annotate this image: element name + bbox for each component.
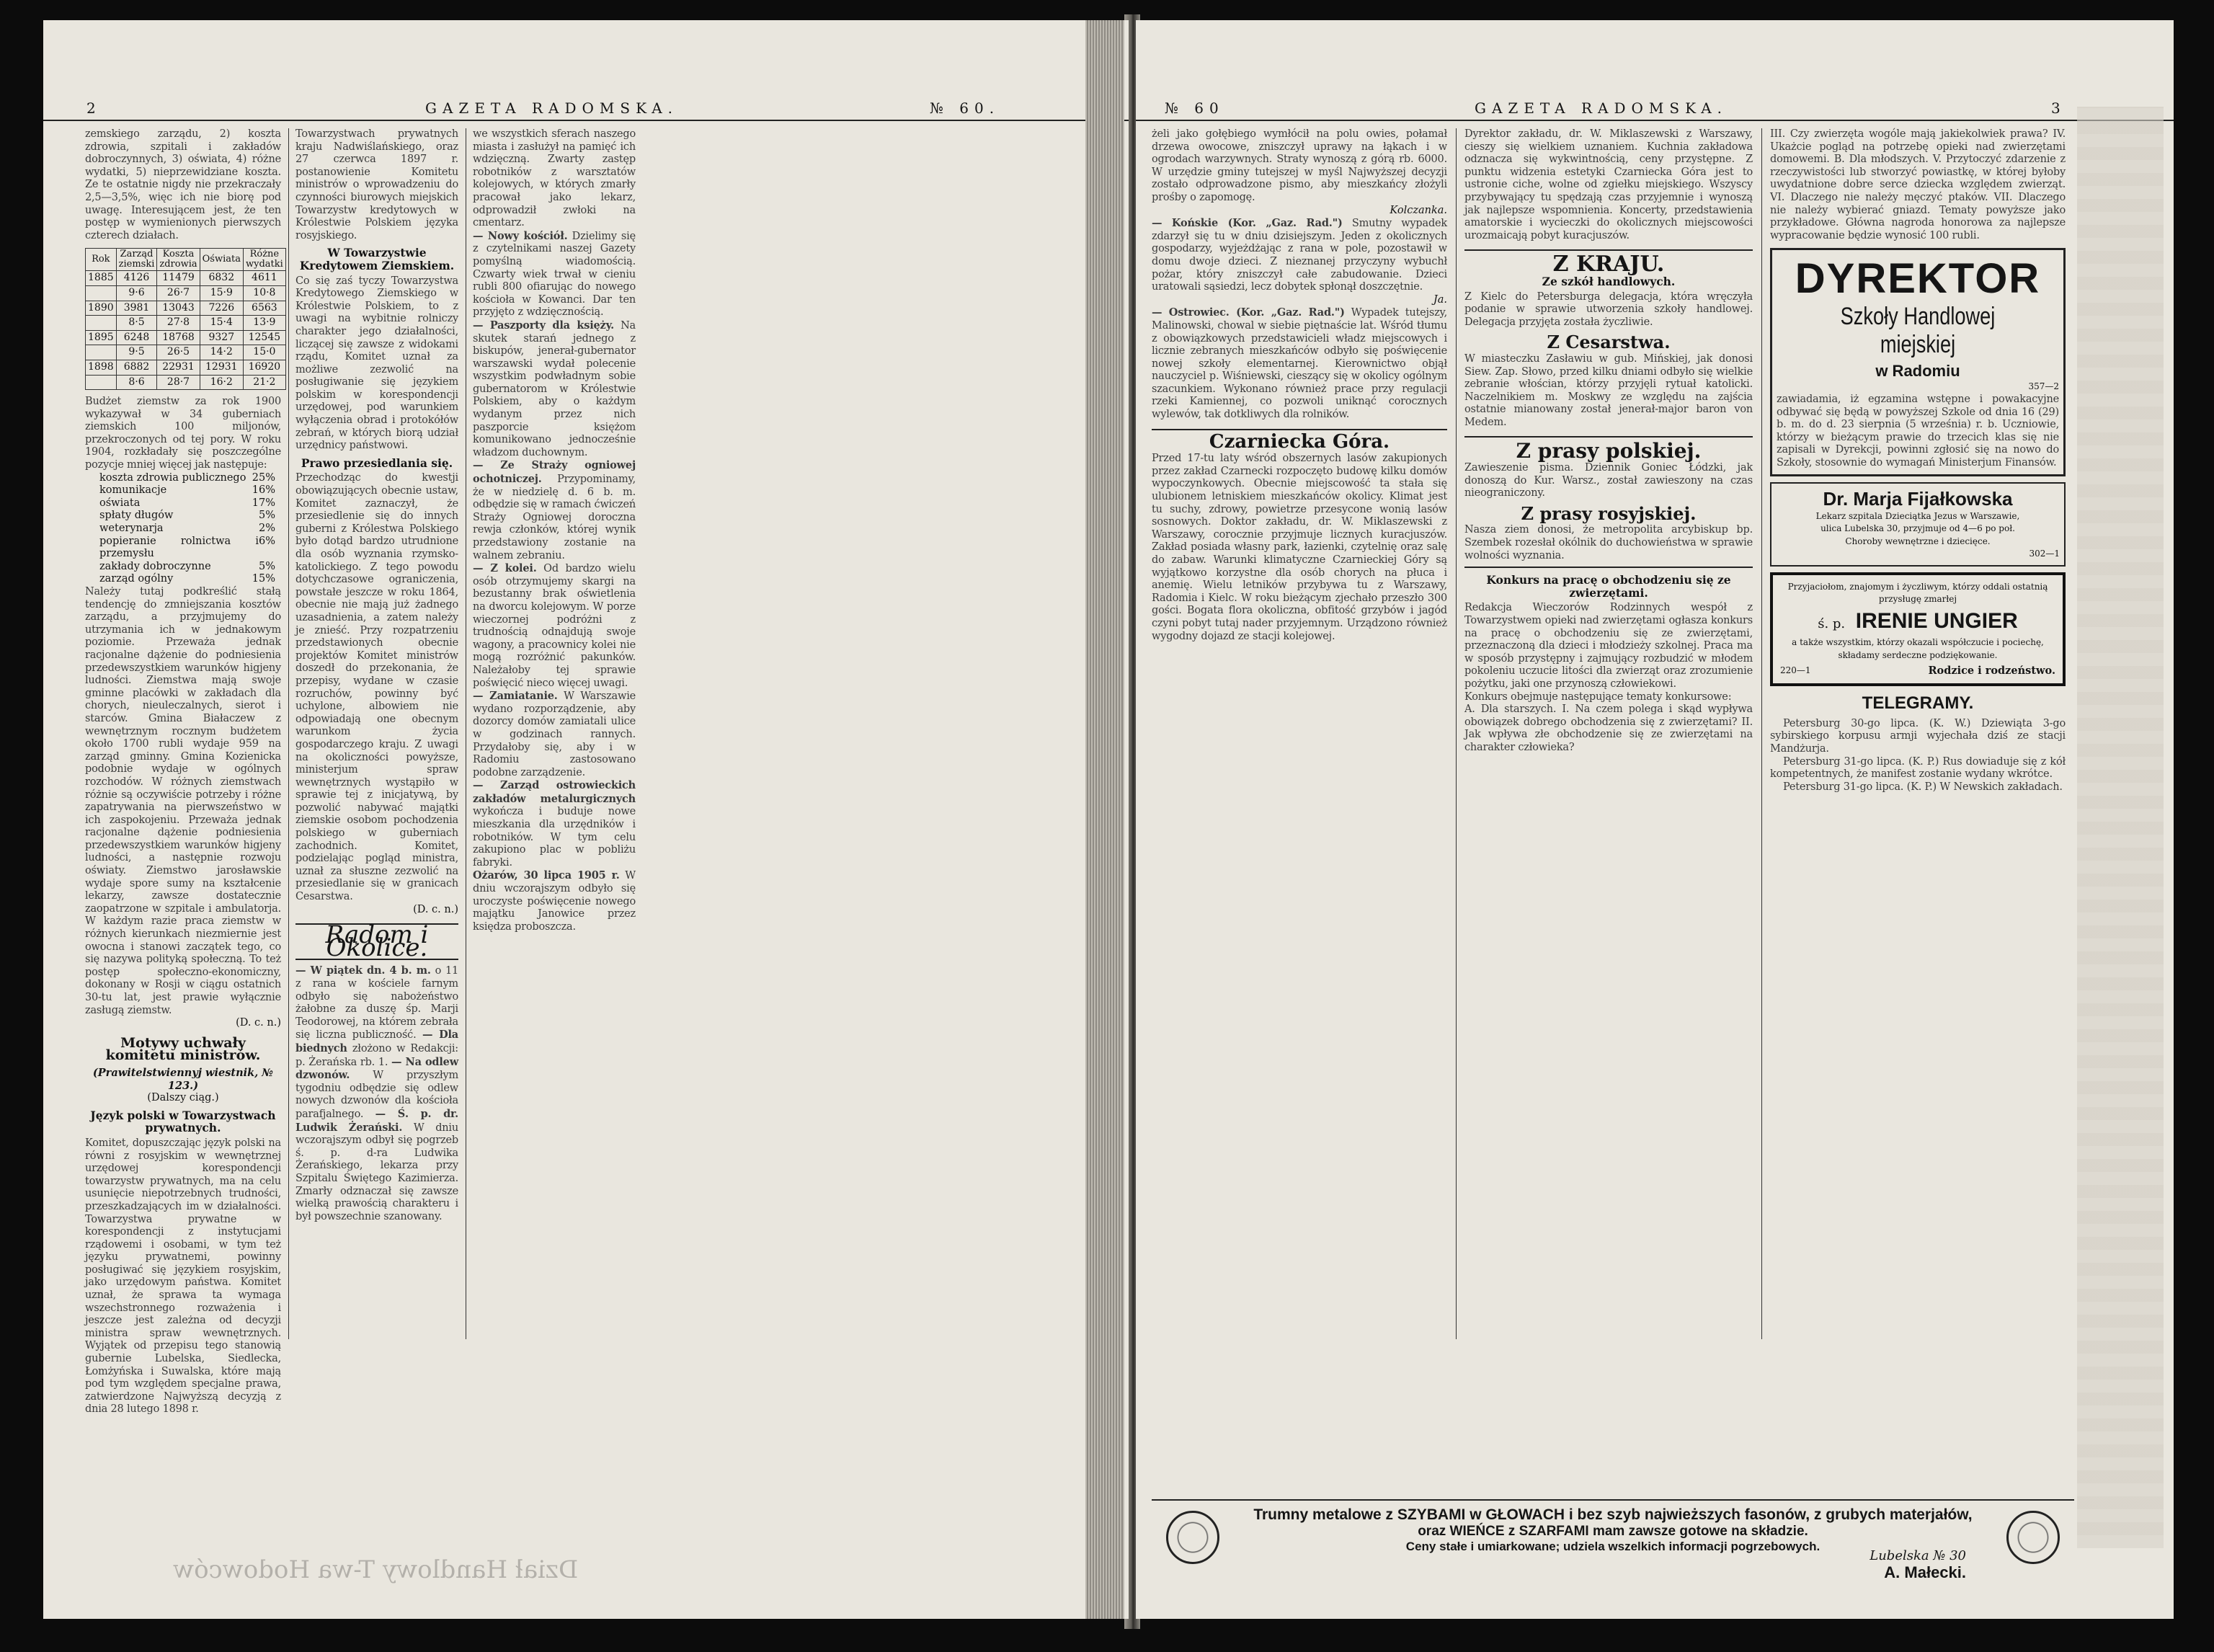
table-cell bbox=[86, 375, 117, 390]
ad-text: zawiadamia, iż egzamina wstępne i powakacyjne odbywać się będą w powyższej Szkole od dnia 16 (29) b. m. do d. 23 sierpnia (5 września) r. b. Uczniowie, którzy w bieżącym prawie do trzecich klas się nie zapisali w Dyrekcji, powinni zgłosić się na nowo do Szkoły, stosownie do wymagań Ministerjum Finansów. bbox=[1777, 393, 2059, 468]
news-item: — Zarząd ostrowieckich zakładów metalurgicznych wykończa i buduje nowe mieszkania dla urzędników i robotników. W tym celu zakupiono plac w pobliżu fabryki. bbox=[473, 779, 636, 869]
article-text: Nasza ziem donosi, że metropolita arcybiskup bp. Szembek rozesłał okólnik do duchowieństwa w sprawie wolności wyznania. bbox=[1464, 524, 1753, 561]
table-cell: 21·2 bbox=[243, 375, 285, 390]
list-item-value: 16% bbox=[252, 484, 275, 497]
article-text: III. Czy zwierzęta wogóle mają jakiekolwiek prawa? IV. Ukażcie pogląd na potrzebę opieki nad zwierzętami domowemi. B. Dla młodszych. V. Przytoczyć zdarzenie z rzeczywistości lub stworzyć powiastkę, w której byłoby uwydatnione dobre serce dziecka względem zwierząt. VI. Dlaczego nie należy męczyć ptaków. VII. Dlaczego nie należy wybierać gniazd. Tematy powyższe jako przykładowe. Główna nagroda honorowa za najlepsze wypracowanie będzie wynosić 100 rubli. bbox=[1770, 128, 2066, 241]
list-item bbox=[85, 472, 281, 485]
news-item: — Zamiatanie. W Warszawie wydano rozporządzenie, aby dozorcy domów zamiatali ulice w godzinach rannych. Przydałoby się, aby i w Radomiu zastosowano podobne zarządzenie. bbox=[473, 690, 636, 778]
masthead: GAZETA RADOMSKA. bbox=[425, 99, 679, 117]
subheading: Konkurs na pracę o obchodzeniu się ze zwierzętami. bbox=[1464, 567, 1753, 599]
table-header: Oświata bbox=[200, 249, 243, 271]
section-heading: Radom i Okolice. bbox=[295, 923, 458, 960]
page-number: 3 bbox=[2051, 99, 2066, 117]
obituary-intro: Przyjaciołom, znajomym i życzliwym, którzy oddali ostatnią przysługę zmarłej bbox=[1787, 581, 2048, 605]
list-item bbox=[85, 510, 281, 523]
list-item-value: 5% bbox=[258, 560, 275, 572]
page-number: 2 bbox=[86, 99, 102, 117]
list-item-label: zakłady dobroczynne bbox=[99, 560, 211, 572]
table-cell: 9327 bbox=[200, 330, 243, 345]
table-cell: 12545 bbox=[243, 330, 285, 345]
table-cell: 9·6 bbox=[116, 285, 157, 301]
article-text: Budżet ziemstw za rok 1900 wykazywał w 34 guberniach ziemskich 100 miljonów, przekroczonych od tej pory. W roku 1904, rozkładały się poszczególne pozycje mniej więcej jak następuje: bbox=[85, 396, 281, 471]
table-row bbox=[86, 285, 286, 301]
table-cell: 8·5 bbox=[116, 316, 157, 331]
doctor-line: Lekarz szpitala Dzieciątka Jezus w Warszawie, bbox=[1815, 510, 2020, 521]
right-column-1 bbox=[1152, 128, 1447, 1339]
table-cell: 6882 bbox=[116, 360, 157, 375]
table-cell: 4126 bbox=[116, 271, 157, 286]
table-header: Koszta zdrowia bbox=[157, 249, 200, 271]
list-item-value: 6% bbox=[258, 535, 275, 547]
obituary-signature: Rodzice i rodzeństwo. bbox=[1928, 665, 2055, 678]
column-rule bbox=[1761, 128, 1762, 1339]
column-rule bbox=[288, 128, 289, 1339]
table-cell: 1890 bbox=[86, 301, 117, 316]
table-cell: 16·2 bbox=[200, 375, 243, 390]
list-item-value: 17% bbox=[252, 497, 275, 509]
news-item: — Nowy kościół. Dzielimy się z czytelnikami naszej Gazety pomyślną wiadomością. Czwarty wiek trwał w cieniu rubli 800 ofiarując do nowego kościoła w Kowanci. Dar ten przyjęto z wdzięcznością. bbox=[473, 229, 636, 319]
table-row bbox=[86, 301, 286, 316]
list-item bbox=[85, 497, 281, 510]
percent-list bbox=[85, 472, 281, 586]
table-cell bbox=[86, 316, 117, 331]
table-header: Rok bbox=[86, 249, 117, 271]
list-item-value: 2% bbox=[258, 523, 275, 535]
table-cell: 28·7 bbox=[157, 375, 200, 390]
table-cell: 22931 bbox=[157, 360, 200, 375]
left-page bbox=[43, 20, 1129, 1619]
list-item-label: zarząd ogólny bbox=[99, 573, 174, 585]
list-item bbox=[85, 561, 281, 574]
article-text: we wszystkich sferach naszego miasta i zasłużył na pamięć ich wdzięczną. Zwarty zastęp robotników z warsztatów kolejowych, w których zmarły pracował jako lekarz, odprowadził zwłoki na cmentarz. bbox=[473, 128, 636, 229]
table-cell: 9·5 bbox=[116, 345, 157, 360]
ad-signature: A. Małecki. bbox=[1884, 1563, 1966, 1581]
issue-number: № 60. bbox=[930, 99, 1000, 117]
telegram-list bbox=[1770, 718, 2066, 794]
table-cell bbox=[86, 285, 117, 301]
table-cell: 13·9 bbox=[243, 316, 285, 331]
right-running-head bbox=[1136, 95, 2174, 121]
list-item-label: spłaty długów bbox=[99, 510, 174, 522]
obituary-thanks: a także wszystkim, którzy okazali współczucie i pociechę, składamy serdeczne podziękowanie. bbox=[1792, 637, 2044, 660]
table-row bbox=[86, 271, 286, 286]
seal-icon bbox=[1166, 1511, 1219, 1564]
table-cell: 15·0 bbox=[243, 345, 285, 360]
list-item bbox=[85, 536, 281, 561]
obituary-notice bbox=[1770, 572, 2066, 686]
news-item: Ożarów, 30 lipca 1905 r. W dniu wczorajszym odbyło się uroczyste poświęcenie nowego majątku Janowice przez księdza proboszcza. bbox=[473, 869, 636, 933]
right-column-2 bbox=[1464, 128, 1753, 1339]
list-item bbox=[85, 484, 281, 497]
page-stack-edge bbox=[1085, 20, 1124, 1619]
article-text: żeli jako gołębiego wymłócił na polu owies, połamał drzewa owocowe, zniszczył uprawy na łąkach i w ogrodach warzywnych. Straty wynoszą z górą rb. 6000. W urzędzie gminy tutejszej w myśl Najwyższej decyzji zostało odprowadzone pismo, aby mieszkańcy złożyli prośby o zapomogę. bbox=[1152, 128, 1447, 203]
ad-code: 357—2 bbox=[2028, 381, 2059, 392]
list-item-value: 5% bbox=[258, 510, 275, 522]
table-header: Zarząd ziemski bbox=[116, 249, 157, 271]
continuation: (Dalszy ciąg.) bbox=[147, 1092, 219, 1104]
right-page bbox=[1136, 20, 2174, 1619]
section-heading: Czarniecka Góra. bbox=[1152, 429, 1447, 449]
table-row bbox=[86, 316, 286, 331]
doctor-name: Dr. Marja Fijałkowska bbox=[1823, 487, 2013, 510]
table-cell: 15·4 bbox=[200, 316, 243, 331]
left-column-1 bbox=[85, 128, 283, 1416]
ad-subtitle: Szkoły Handlowej miejskiej bbox=[1840, 303, 1996, 359]
news-item: — Ze Straży ogniowej ochotniczej. Przypominamy, że w niedzielę d. 6 b. m. odbędzie się w ramach ćwiczeń Straży Ogniowej doroczna rewja członków, której wynik przedstawiony zostanie na walnem zebraniu. bbox=[473, 459, 636, 561]
left-column-3 bbox=[473, 128, 636, 1339]
list-item bbox=[85, 523, 281, 536]
table-cell: 1885 bbox=[86, 271, 117, 286]
article-text: Konkurs obejmuje następujące tematy konkursowe: bbox=[1464, 690, 1732, 703]
ad-place: w Radomiu bbox=[1875, 362, 1960, 381]
bleed-through-text: Dział Handlowy T-wa Hodowców bbox=[173, 1555, 579, 1584]
ad-line: oraz WIEŃCE z SZARFAMI mam zawsze gotowe na składzie. bbox=[1418, 1524, 1808, 1539]
table-cell: 6248 bbox=[116, 330, 157, 345]
signature: (D. c. n.) bbox=[236, 1017, 281, 1029]
telegram-item: Petersburg 31-go lipca. (K. P.) W Newskich zakładach. bbox=[1783, 781, 2063, 793]
table-row bbox=[86, 330, 286, 345]
table-cell: 15·9 bbox=[200, 285, 243, 301]
signature: Ja. bbox=[1433, 293, 1447, 306]
news-item: — Ostrowiec. (Kor. „Gaz. Rad.") Wypadek tutejszy, Malinowski, chowal w siebie piętnaście lat. Wśród tłumu z obowiązkowych przedstawicieli władz miejscowych i licznie zebranych mieszkańców odbyło się poświęcenie nowej szkoły elementarnej. Kierownictwo objął nauczyciel p. Wiśniewski, cieszący się w okolicy ogólnym szacunkiem. Wykonano również prace przy regulacji rzeki Kamiennej, co pozwoli uniknąć corocznych wylewów, tak dotkliwych dla rolników. bbox=[1152, 306, 1447, 421]
article-text: Przechodząc do kwestji obowiązujących obecnie ustaw, Komitet zaznaczył, że przesiedlenie się do innych guberni z Królestwa Polskiego było dotąd bardzo utrudnione dla osób wyznania rzymsko-katolickiego. Z tego powodu dotychczasowe ograniczenia, powstałe jeszcze w roku 1864, obecnie nie mają już żadnego uzasadnienia, a zatem należy je znieść. Przy rozpatrzeniu przedstawionych obecnie projektów Komitet ministrów doszedł do przekonania, że przepisy, wydane w czasie rozruchów, powinny być uchylone, albowiem nie odpowiadają one obecnym warunkom życia gospodarczego kraju. Z uwagi na okoliczności powyższe, ministerjum spraw wewnętrznych wystąpiło w sprawie tej z inicjatywą, by pozwolić nabywać majątki ziemskie osobom pochodzenia polskiego w guberniach zachodnich. Komitet, podzielając pogląd ministra, uznał za słuszne zezwolić na przesiedlanie się w granicach Cesarstwa. bbox=[295, 472, 458, 903]
table-cell: 6832 bbox=[200, 271, 243, 286]
telegram-item: Petersburg 30-go lipca. (K. W.) Dziewiąta 3-go sybirskiego korpusu armji wyjechała dziś ze stacji Mandżurja. bbox=[1770, 717, 2066, 755]
seal-icon bbox=[2006, 1511, 2060, 1564]
article-text: Towarzystwach prywatnych kraju Nadwiślańskiego, oraz 27 czerwca 1897 r. postanowienie Komitetu ministrów o wprowadzeniu do czynności biurowych miejskich Towarzystw kredytowych w Królestwie Polskiem języka rosyjskiego. bbox=[295, 128, 458, 241]
table-row bbox=[86, 375, 286, 390]
ad-code: 302—1 bbox=[2029, 549, 2060, 559]
funeral-ad bbox=[1152, 1499, 2074, 1593]
ad-title: DYREKTOR bbox=[1795, 255, 2041, 303]
article-text: W miasteczku Zasławiu w gub. Mińskiej, jak donosi Siew. Zap. Słowo, przed kilku dniami odbyło się wielkie zebranie włościan, którzy przyjęli rytuał katolicki. Naczelnikiem m. Moskwy ze względu na zajścia ostatnie mianowany został jenerał-major baron von Medem. bbox=[1464, 352, 1753, 428]
table-cell: 8·6 bbox=[116, 375, 157, 390]
subheading: Prawo przesiedlania się. bbox=[301, 456, 453, 470]
section-heading: Motywy uchwały komitetu ministrów. bbox=[105, 1034, 261, 1064]
left-running-head bbox=[43, 95, 1129, 121]
article-text: Komitet, dopuszczając język polski na równi z rosyjskim w wewnętrznej urzędowej korespondencji towarzystw prywatnych, ma na celu usunięcie niepotrzebnych trudności, przeszkadzających im w działalności. Towarzystwa prywatne w korespondencji z instytucjami rządowemi i osobami, w tym też języku prywatnemi, powinny posługiwać się językiem rosyjskim, jako urzędowym państwa. Komitet uznał, że sprawa ta wymaga wszechstronnego rozważenia i jeszcze jest zależna od decyzji ministra spraw wewnętrznych. Wyjątek od przepisu tego stanowią gubernie Lubelska, Siedlecka, Łomżyńska i Suwalska, które mają pod tym względem specjalne prawa, zatwierdzone Najwyższą decyzją z dnia 28 lutego 1898 r. bbox=[85, 1137, 281, 1416]
table-cell bbox=[86, 345, 117, 360]
column-rule bbox=[1456, 128, 1457, 1339]
expense-table bbox=[85, 248, 286, 390]
news-item: — Paszporty dla księży. Na skutek starań jednego z biskupów, jenerał-gubernator warszawski wydał polecenie wszystkim podwładnym sobie gubernatorom w Królestwie Polskiem, aby o każdym wydanym przez nich paszporcie księżom komunikowano jednocześnie władzom duchownym. bbox=[473, 319, 636, 458]
left-column-2 bbox=[295, 128, 458, 1339]
section-heading: Z prasy rosyjskiej. bbox=[1521, 502, 1697, 524]
masthead: GAZETA RADOMSKA. bbox=[1475, 99, 1728, 117]
article-text: Co się zaś tyczy Towarzystwa Kredytowego Ziemskiego w Królestwie Polskiem, to z uwagi na wybitnie rolniczy charakter jego działalności, liczącej się zawsze z widokami rządu, Komitet uznał za możliwe zezwolić na posługiwanie się językiem polskim w korespondencji urzędowej, pod warunkiem wyłączenia obrad i protokółów zebrań, w których biorą udział urzędnicy państwowi. bbox=[295, 275, 458, 452]
list-item bbox=[85, 573, 281, 586]
list-item-label: oświata bbox=[99, 497, 141, 509]
table-cell: 4611 bbox=[243, 271, 285, 286]
table-header: Różne wydatki bbox=[243, 249, 285, 271]
ad-doctor bbox=[1770, 482, 2066, 567]
subheading: Język polski w Towarzystwach prywatnych. bbox=[90, 1108, 276, 1135]
table-cell: 26·7 bbox=[157, 285, 200, 301]
table-cell: 11479 bbox=[157, 271, 200, 286]
section-heading: Z Cesarstwa. bbox=[1547, 332, 1671, 353]
news-item: — Końskie (Kor. „Gaz. Rad.") Smutny wypadek zdarzył się tu w dniu dzisiejszym. Jeden z okolicznych gospodarzy, wyjeżdżając z rana w pole, pozostawił w domu dwoje dzieci. Z nieznanej przyczyny wybuchł pożar, który zniszczył całe zabudowanie. Dzieci uratowali sąsiedzi, lecz dobytek spłonął doszczętnie. bbox=[1152, 217, 1447, 293]
ad-line: Ceny stałe i umiarkowane; udziela wszelkich informacji pogrzebowych. bbox=[1405, 1540, 1820, 1553]
ad-code: 220—1 bbox=[1780, 665, 1811, 676]
list-item-label: komunikacje bbox=[99, 484, 167, 497]
table-cell: 26·5 bbox=[157, 345, 200, 360]
obituary-prefix: ś. p. bbox=[1818, 616, 1846, 632]
table-cell: 13043 bbox=[157, 301, 200, 316]
doctor-line: ulica Lubelska 30, przyjmuje od 4—6 po poł. bbox=[1820, 523, 2015, 534]
article-text: Dyrektor zakładu, dr. W. Miklaszewski z Warszawy, cieszy się wielkiem uznaniem. Kuchnia zakładowa odznacza się wykwintnością, ceny przystępne. Z punktu widzenia estetyki Czarniecka Góra jest to ustronie ciche, wolne od zgiełku miejskiego. Wszyscy przybywający tu spędzają czas przyjemnie i wynoszą jak najlepsze wspomnienia. Koncerty, przedstawienia amatorskie i wycieczki do okolicznych miejscowości urozmaicają pobyt kuracjuszów. bbox=[1464, 128, 1753, 241]
list-item-label: koszta zdrowia publicznego bbox=[99, 471, 246, 484]
list-item-value: 15% bbox=[252, 573, 275, 585]
subheading: Ze szkół handlowych. bbox=[1542, 274, 1676, 288]
table-cell: 6563 bbox=[243, 301, 285, 316]
ad-dyrektor bbox=[1770, 248, 2066, 476]
table-cell: 12931 bbox=[200, 360, 243, 375]
table-cell: 14·2 bbox=[200, 345, 243, 360]
section-heading: Z KRAJU. bbox=[1464, 249, 1753, 271]
signature: Kolczanka. bbox=[1390, 204, 1447, 216]
section-heading: Z prasy polskiej. bbox=[1464, 436, 1753, 458]
table-cell: 18768 bbox=[157, 330, 200, 345]
page-margin-bleed bbox=[2077, 107, 2164, 1548]
article-text: Przed 17-tu laty wśród obszernych lasów zakupionych przez zakład Czarnecki rozpoczęto budowę kilku domów wypoczynkowych. Obecnie miejscowość ta stała się ulubionem letniskiem mieszkańców okolicy. Klimat jest tu suchy, zdrowy, powietrze przesycone wonią lasów sosnowych. Doktor zakładu, dr. W. Miklaszewski z Warszawy, corocznie przyjmuje licznych kuracjuszów. Zakład posiada własny park, łazienki, czytelnię oraz salę do zabaw. Warunki klimatyczne Czarnieckiej Góry są wyjątkowo korzystne dla osób chorych na płuca i anemię. Wielu letników przybywa tu z Warszawy, Radomia i Kielc. W roku bieżącym zjechało przeszło 300 gości. Bogata flora okoliczna, obfitość grzybów i jagód czyni pobyt tutaj nader przyjemnym. Urządzono również wygodny dojazd ze stacji kolejowej. bbox=[1152, 453, 1447, 642]
table-cell: 1895 bbox=[86, 330, 117, 345]
list-item-value: 25% bbox=[252, 471, 275, 484]
table-cell: 27·8 bbox=[157, 316, 200, 331]
table-cell: 16920 bbox=[243, 360, 285, 375]
section-heading: TELEGRAMY. bbox=[1862, 693, 1974, 713]
table-row bbox=[86, 345, 286, 360]
article-text: Z Kielc do Petersburga delegacja, która wręczyła podanie w sprawie utworzenia szkoły handlowej. Delegacja przyjęta została życzliwie. bbox=[1464, 290, 1753, 328]
article-text: — W piątek dn. 4 b. m. o 11 z rana w kościele farnym odbyło się nabożeństwo żałobne za duszę śp. Marji Teodorowej, na którem zebrała się liczna publiczność. — Dla biednych złożono w Redakcji: p. Żerańska rb. 1. — Na odlew dzwonów. W przyszłym tygodniu odbędzie się odlew nowych dzwonów dla kościoła parafjalnego. — Ś. p. dr. Ludwik Żerański. W dniu wczorajszym odbył się pogrzeb ś. p. d-ra Ludwika Żerańskiego, lekarza przy Szpitalu Świętego Kazimierza. Zmarły odznaczał się zawsze wielką prawością charakteru i był powszechnie szanowany. bbox=[295, 964, 458, 1222]
article-text: Redakcja Wieczorów Rodzinnych wespół z Towarzystwem opieki nad zwierzętami ogłasza konkurs na pracę o obchodzeniu się ze zwierzętami, przeznaczoną dla dzieci i młodzieży szkolnej. Praca ma w sposób przystępny i zajmujący rozbudzić w młodem pokoleniu uczucie litości dla zwierząt oraz zrozumienie pożytku, jaki one przynoszą człowiekowi. bbox=[1464, 602, 1753, 690]
list-item-label: weterynarja bbox=[99, 523, 164, 535]
obituary-name: IRENIE UNGIER bbox=[1855, 609, 2018, 634]
article-text: Zawieszenie pisma. Dziennik Goniec Łódzki, jak donoszą do Kur. Warsz., został zawieszony na czas nieograniczony. bbox=[1464, 462, 1753, 499]
issue-number: № 60 bbox=[1165, 99, 1224, 117]
right-column-3 bbox=[1770, 128, 2066, 1354]
signature: (D. c. n.) bbox=[413, 903, 458, 915]
telegram-item: Petersburg 31-go lipca. (K. P.) Rus dowiaduje się z kół kompetentnych, że manifest zostanie wydany wkrótce. bbox=[1770, 755, 2066, 781]
subheading: W Towarzystwie Kredytowem Ziemskiem. bbox=[299, 246, 455, 272]
doctor-line: Choroby wewnętrzne i dziecięce. bbox=[1845, 536, 1991, 546]
news-item: — Z kolei. Od bardzo wielu osób otrzymujemy skargi na bezustanny brak oświetlenia na dworcu kolejowym. W porze wieczornej podróżni z trudnością odnajdują swoje wagony, a pracownicy kolei nie mogą rozróżnić pakunków. Należałoby tej sprawie poświęcić nieco więcej uwagi. bbox=[473, 562, 636, 689]
table-row bbox=[86, 360, 286, 375]
source-line: (Prawitelstwiennyj wiestnik, № 123.) bbox=[92, 1066, 274, 1092]
table-cell: 7226 bbox=[200, 301, 243, 316]
table-cell: 3981 bbox=[116, 301, 157, 316]
article-text: zemskiego zarządu, 2) koszta zdrowia, szpitali i zakładów dobroczynnych, 3) oświata, 4) różne wydatki, 5) nieprzewidziane koszta. Ze te ostatnie nigdy nie przekraczały 2,5—3,5%, więc ich nie biorę pod uwagę. Interesującem jest, że ten postęp w wymienionych pierwszych czterech działach. bbox=[85, 128, 281, 241]
table-cell: 1898 bbox=[86, 360, 117, 375]
article-text: Należy tutaj podkreślić stałą tendencję do zmniejszania kosztów zarządu, a przyjmujemy do utrzymania ich w jednakowym poziomie. Przeważa jednak racjonalne dążenie do podniesienia przedewszystkiem warunków higjeny ludności. Ziemstwa mają swoje gminne placówki w zakładach dla chorych, nieuleczalnych, sierot i starców. Gmina Białaczew z wewnętrznym rocznym budżetem około 1700 rubli wydaje 959 na zarząd gminny. Gmina Kozienicka podobnie wydaje w ogólnych rozchodów. W różnych ziemstwach różnie są oczywiście potrzeby i różne zapatrywania na pierwszeństwo w ich zaspokojeniu. Przeważa jednak racjonalne dążenie podniesienia przedewszystkiem warunków higjeny ludności, a następnie rozwoju oświaty. Ziemstwo jarosławskie wydaje spore sumy na kształcenie lekarzy, zawsze dostatecznie zaopatrzone w szpitale i ambulatorja. W każdym razie praca ziemstw w różnych kierunkach niezmiernie jest owocna i stanowi zaczątek tego, co się nazywa polityką społeczną. To też postęp społeczno-ekonomiczny, dokonany w Rosji w ciągu ostatnich 30-tu lat, jest prawie wyłącznie zasługą ziemstw. bbox=[85, 586, 281, 1016]
list-item-label: popieranie rolnictwa i przemysłu bbox=[99, 535, 259, 560]
table-cell: 10·8 bbox=[243, 285, 285, 301]
article-text: A. Dla starszych. I. Na czem polega i skąd wypływa obowiązek dobrego obchodzenia się z zwierzętami? II. Jak wpływa złe obchodzenie się ze zwierzętami na charakter człowieka? bbox=[1464, 703, 1753, 753]
ad-address: Lubelska № 30 bbox=[1870, 1548, 1966, 1563]
ad-line: Trumny metalowe z SZYBAMI w GŁOWACH i bez szyb najwieższych fasonów, z grubych materjałów, bbox=[1253, 1506, 1973, 1523]
